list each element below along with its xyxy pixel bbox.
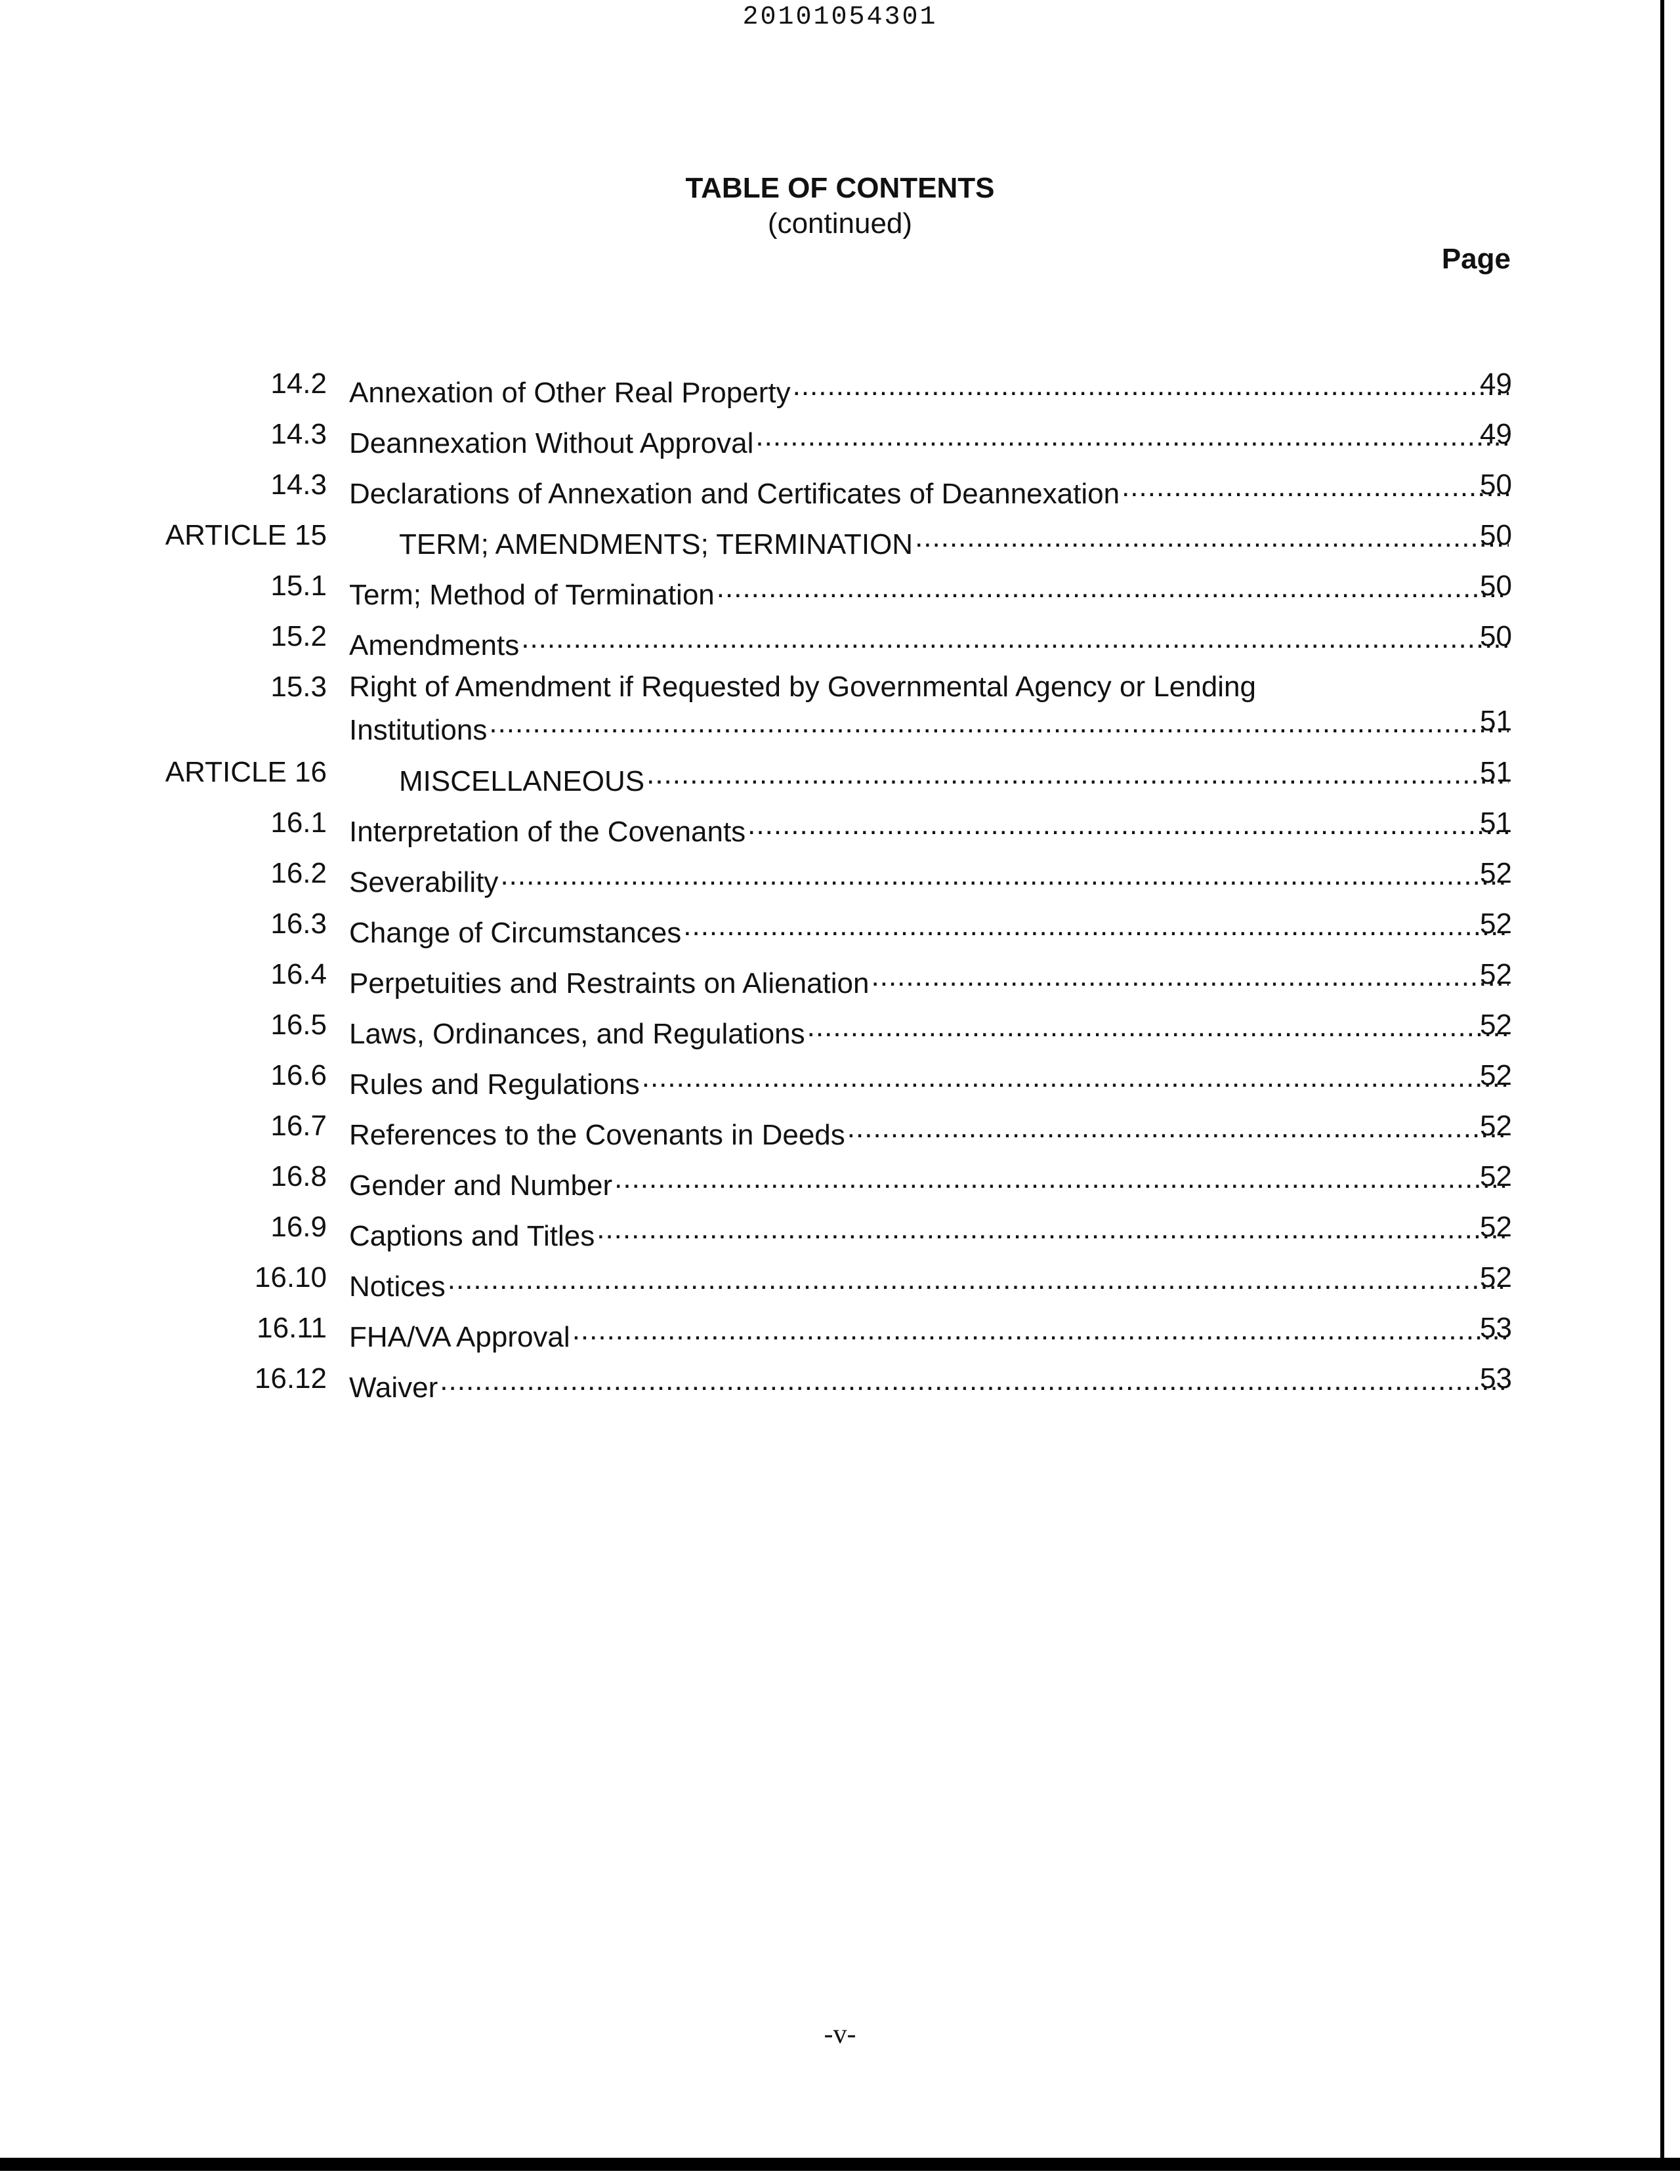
toc-entry[interactable] [0,1160,1680,1206]
entry-page: 52 [1480,908,1512,940]
dot-leader [646,756,1509,791]
entry-number: 16.6 [270,1059,327,1091]
entry-number: 16.12 [254,1362,327,1395]
entry-number: 16.10 [254,1261,327,1293]
toc-title: TABLE OF CONTENTS [685,172,995,204]
entry-title: Perpetuities and Restraints on Alienation [349,967,870,999]
entry-number: 16.9 [270,1211,327,1243]
dot-leader [448,1261,1509,1296]
toc-entry[interactable] [0,807,1680,852]
entry-title-line1: Right of Amendment if Requested by Governmental Agency or Lending [349,671,1256,703]
entry-title: Severability [349,866,499,898]
page-column-heading: Page [1441,243,1511,275]
article-number: ARTICLE 15 [165,519,327,551]
article-title: TERM; AMENDMENTS; TERMINATION [399,528,914,560]
entry-page: 51 [1480,807,1512,839]
entry-number: 14.2 [270,368,327,400]
toc-article-entry[interactable] [0,756,1680,802]
article-number: ARTICLE 16 [165,756,327,788]
entry-page: 52 [1480,1211,1512,1243]
toc-entry[interactable] [0,1312,1680,1358]
entry-page: 53 [1480,1362,1512,1395]
entry-title: Rules and Regulations [349,1068,640,1101]
scan-edge-bottom [0,2158,1680,2171]
toc-entry[interactable] [0,469,1680,514]
article-title: MISCELLANEOUS [399,765,645,797]
entry-page: 52 [1480,1110,1512,1142]
dot-leader [793,368,1509,402]
entry-page: 52 [1480,857,1512,889]
entry-page: 53 [1480,1312,1512,1344]
entry-number: 16.7 [270,1110,327,1142]
document-number: 20101054301 [742,3,938,32]
page-number: -v- [824,2019,856,2049]
dot-leader [642,1059,1509,1094]
entry-page: 52 [1480,1160,1512,1192]
entry-title: Deannexation Without Approval [349,427,754,459]
entry-page: 50 [1480,469,1512,501]
entry-title: Term; Method of Termination [349,578,715,611]
toc-entry[interactable] [0,1261,1680,1307]
entry-number: 14.3 [270,418,327,450]
toc-entry[interactable] [0,1009,1680,1055]
entry-page: 52 [1480,1261,1512,1293]
dot-leader [872,958,1509,993]
entry-page: 51 [1480,756,1512,788]
entry-page: 52 [1480,1059,1512,1091]
toc-entry[interactable] [0,368,1680,413]
entry-number: 16.3 [270,908,327,940]
dot-leader [500,857,1509,892]
entry-title: Declarations of Annexation and Certificates of Deannexation [349,477,1120,510]
entry-number: 16.2 [270,857,327,889]
dot-leader [597,1211,1509,1246]
dot-leader [915,519,1509,554]
dot-leader [683,908,1509,942]
dot-leader [1122,469,1509,503]
toc-entry[interactable] [0,418,1680,464]
entry-page: 49 [1480,418,1512,450]
toc-entry[interactable] [0,570,1680,616]
entry-number: 16.5 [270,1009,327,1041]
toc-entry[interactable] [0,908,1680,954]
entry-title: References to the Covenants in Deeds [349,1118,845,1151]
entry-number: 16.11 [257,1312,327,1344]
scan-edge-right [1660,0,1664,2159]
entry-page: 52 [1480,958,1512,990]
dot-leader [717,570,1509,604]
entry-page: 50 [1480,519,1512,551]
entry-number: 15.3 [270,671,327,703]
toc-entry[interactable] [0,620,1680,666]
entry-page: 52 [1480,1009,1512,1041]
toc-subtitle: (continued) [767,207,913,240]
dot-leader [521,620,1509,655]
entry-page: 49 [1480,368,1512,400]
toc-entry[interactable] [0,671,1680,746]
toc-entry[interactable] [0,1110,1680,1156]
dot-leader [572,1312,1509,1347]
entry-title: Captions and Titles [349,1219,595,1252]
toc-entry[interactable] [0,857,1680,903]
entry-title: Amendments [349,629,520,662]
entry-title: Interpretation of the Covenants [349,815,746,848]
entry-number: 14.3 [270,469,327,501]
entry-number: 16.4 [270,958,327,990]
toc-article-entry[interactable] [0,519,1680,565]
entry-number: 15.2 [270,620,327,652]
dot-leader [747,807,1509,841]
entry-page: 50 [1480,620,1512,652]
dot-leader [847,1110,1509,1144]
entry-title: Institutions [349,713,488,746]
dot-leader [807,1009,1509,1043]
entry-page: 51 [1480,705,1512,737]
entry-number: 15.1 [270,570,327,602]
entry-title: Change of Circumstances [349,916,682,949]
toc-entry[interactable] [0,1362,1680,1408]
entry-number: 16.1 [270,807,327,839]
toc-entry[interactable] [0,1211,1680,1257]
entry-page: 50 [1480,570,1512,602]
entry-title: FHA/VA Approval [349,1320,570,1353]
dot-leader [489,705,1509,740]
dot-leader [614,1160,1509,1195]
dot-leader [755,418,1509,453]
entry-title: Waiver [349,1371,438,1404]
entry-title: Gender and Number [349,1169,613,1202]
dot-leader [440,1362,1509,1397]
toc-entry[interactable] [0,958,1680,1004]
toc-entry[interactable] [0,1059,1680,1105]
entry-title: Laws, Ordinances, and Regulations [349,1017,805,1050]
entry-title: Annexation of Other Real Property [349,376,791,409]
entry-title: Notices [349,1270,446,1303]
entry-number: 16.8 [270,1160,327,1192]
